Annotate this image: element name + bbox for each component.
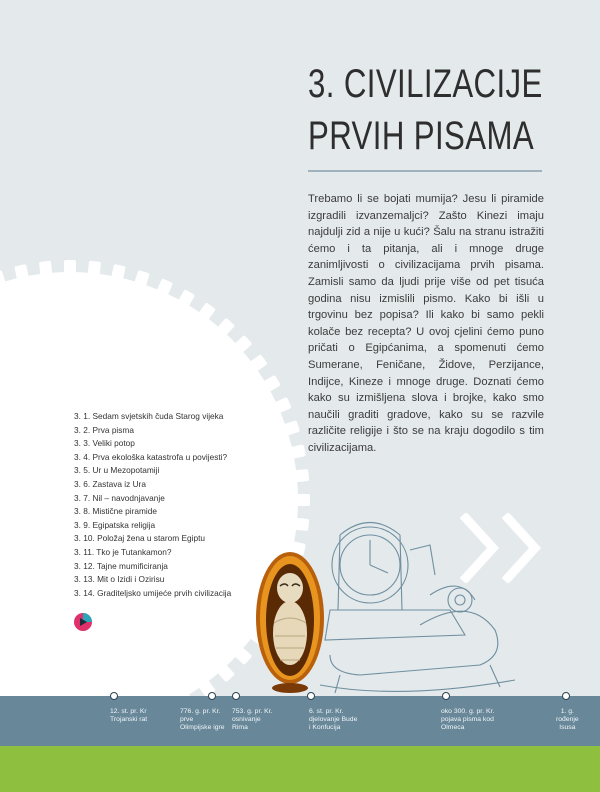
toc-item[interactable]: 3. 14. Graditeljsko umijeće prvih civilizacija xyxy=(74,587,232,598)
timeline-band xyxy=(0,696,600,746)
toc-item[interactable]: 3. 9. Egipatska religija xyxy=(74,519,156,530)
timeline-marker xyxy=(442,692,450,700)
toc-item[interactable]: 3. 3. Veliki potop xyxy=(74,438,135,449)
timeline-marker xyxy=(232,692,240,700)
toc-item[interactable]: 3. 12. Tajne mumificiranja xyxy=(74,560,168,571)
timeline-marker xyxy=(562,692,570,700)
timeline-label: 1. g. rođenje Isusa xyxy=(556,708,579,731)
chapter-title-line1: 3. CIVILIZACIJE xyxy=(308,62,543,106)
title-divider xyxy=(308,170,542,172)
play-icon[interactable] xyxy=(72,610,96,634)
timeline-label: 776. g. pr. Kr. prve Olimpijske igre xyxy=(180,708,225,731)
time-machine-sketch-icon xyxy=(300,515,530,700)
toc-item[interactable]: 3. 7. Nil – navodnjavanje xyxy=(74,492,165,503)
timeline-marker xyxy=(208,692,216,700)
chapter-intro: Trebamo li se bojati mumija? Jesu li piramide izgradili izvanzemaljci? Zašto Kinezi imaju najdulji zid a nije u kući? Šalu na stranu istražiti ćemo i ta pitanja, ali i mnoge druge zanimljivosti o civilizacijama prvih pisama. Zamisli samo da ljudi prije više od pet tisuća godina nisu izmislili pismo. Kako bi išli u trgovinu bez popisa? Ili kako bi samo pekli kolače bez recepta? U ovoj cjelini ćemo puno pričati o Egipćanima, a spomenuti ćemo Sumerane, Feničane, Židove, Perzijance, Indijce, Kineze i mnoge druge. Doznati ćemo kako su izmišljena slova i brojke, kako smo naučili graditi gradove, kako su se razvile različite religije i što se na kraju dogodilo s tim civilizacijama. xyxy=(308,193,544,454)
toc-item[interactable]: 3. 6. Zastava iz Ura xyxy=(74,478,146,489)
toc-item[interactable]: 3. 8. Mistične piramide xyxy=(74,506,158,517)
toc-item[interactable]: 3. 11. Tko je Tutankamon? xyxy=(74,546,172,557)
timeline-marker xyxy=(307,692,315,700)
toc-item[interactable]: 3. 1. Sedam svjetskih čuda Starog vijeka xyxy=(74,411,224,421)
toc-item[interactable]: 3. 10. Položaj žena u starom Egiptu xyxy=(74,533,205,544)
mummy-sarcophagus-icon xyxy=(250,548,330,698)
timeline-label: 753. g. pr. Kr. osnivanje Rima xyxy=(232,708,273,731)
toc-item[interactable]: 3. 2. Prva pisma xyxy=(74,424,134,435)
timeline-marker xyxy=(110,692,118,700)
timeline-label: oko 300. g. pr. Kr. pojava pisma kod Olmeca xyxy=(441,708,495,731)
toc-item[interactable]: 3. 13. Mit o Izidi i Ozirisu xyxy=(74,574,165,585)
footer-band xyxy=(0,746,600,792)
table-of-contents xyxy=(74,410,231,600)
timeline-label: 12. st. pr. Kr Trojanski rat xyxy=(110,708,148,723)
toc-item[interactable]: 3. 5. Ur u Mezopotamiji xyxy=(74,465,160,476)
chapter-title-line2: PRVIH PISAMA xyxy=(308,114,535,158)
toc-item[interactable]: 3. 4. Prva ekološka katastrofa u povijesti? xyxy=(74,451,228,462)
timeline-label: 6. st. pr. Kr. djelovanje Bude i Konfucija xyxy=(309,708,358,731)
chapter-title xyxy=(308,58,543,162)
